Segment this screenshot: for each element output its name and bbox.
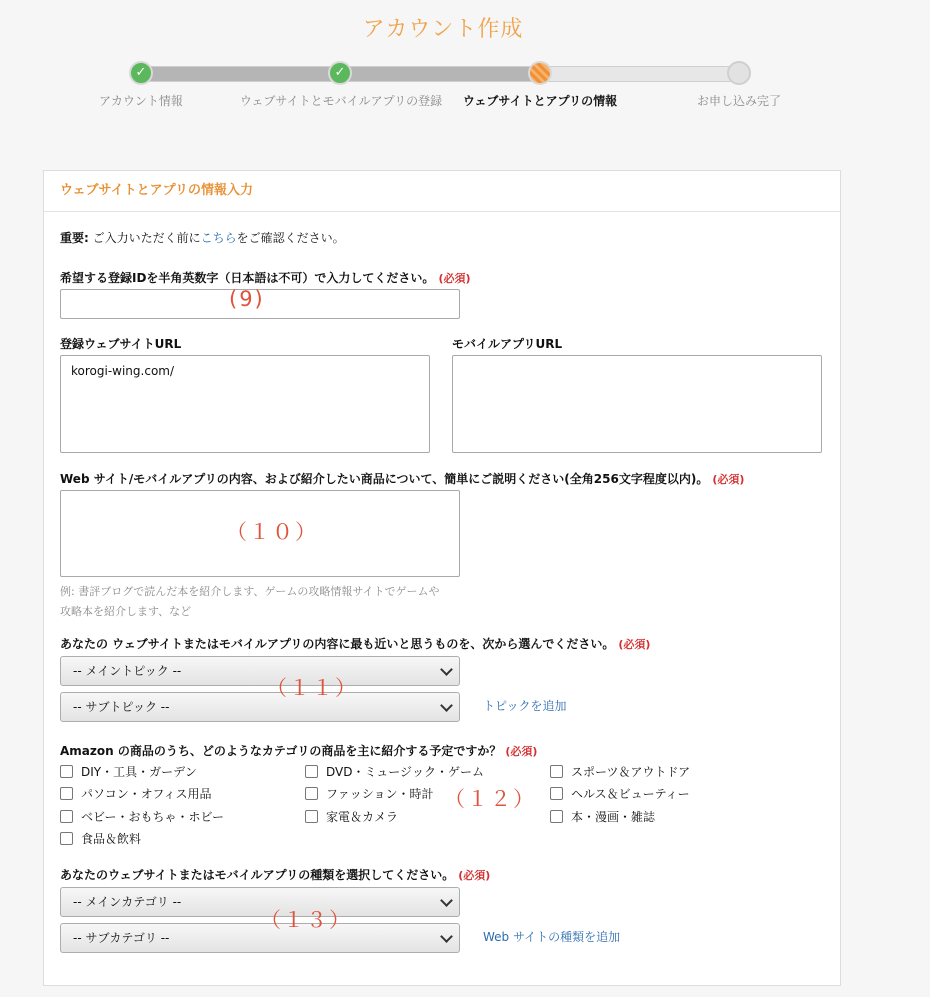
category-label: ベビー・おもちゃ・ホビー (81, 809, 225, 824)
category-checkbox-sports[interactable] (550, 762, 690, 780)
categories-label-text: Amazon の商品のうち、どのようなカテゴリの商品を主に紹介する予定ですか？ (60, 744, 502, 758)
important-text-1: ご入力いただく前に (88, 231, 201, 245)
checkbox-box[interactable] (305, 765, 318, 778)
website-url-label: 登録ウェブサイトURL (60, 337, 182, 351)
checkbox-box[interactable] (60, 765, 73, 778)
required-mark: (必須) (505, 745, 538, 758)
category-label: スポーツ＆アウトドア (571, 764, 691, 779)
add-site-type-link[interactable]: Web サイトの種類を追加 (483, 930, 621, 944)
step-label-site-registration: ウェブサイトとモバイルアプリの登録 (239, 94, 443, 108)
site-type-label (60, 866, 490, 883)
step-4-pending-icon (727, 61, 751, 85)
checkbox-box[interactable] (60, 810, 73, 823)
description-label (60, 470, 830, 487)
required-mark: (必須) (458, 869, 491, 882)
topics-label-text: あなたの ウェブサイトまたはモバイルアプリの内容に最も近いと思うものを、次から選んでください。 (60, 637, 615, 651)
mobile-url-label: モバイルアプリURL (452, 337, 563, 351)
category-checkbox-pc[interactable] (60, 784, 211, 802)
annotation-10: （１０） (226, 520, 318, 544)
topics-label (60, 635, 830, 652)
add-topic-link[interactable]: トピックを追加 (483, 699, 567, 713)
category-label: ファッション・時計 (326, 786, 434, 801)
progress-track (140, 66, 740, 82)
category-label: 食品＆飲料 (81, 831, 142, 846)
step-label-complete: お申し込み完了 (696, 94, 781, 108)
checkbox-box[interactable] (550, 810, 563, 823)
main-topic-select[interactable] (60, 656, 460, 686)
category-checkbox-fashion[interactable] (305, 784, 434, 802)
step-2-check-icon: ✓ (328, 61, 352, 85)
sub-topic-select-value: -- サブトピック -- (73, 700, 170, 714)
chevron-down-icon (440, 894, 453, 907)
category-label: 家電＆カメラ (326, 809, 399, 824)
panel-title: ウェブサイトとアプリの情報入力 (44, 171, 840, 212)
categories-label (60, 742, 537, 759)
required-mark: (必須) (712, 473, 745, 486)
important-note (60, 229, 345, 246)
category-label: DVD・ミュージック・ゲーム (326, 764, 484, 779)
annotation-12: （１２） (444, 787, 536, 811)
category-label: 本・漫画・雑誌 (571, 809, 656, 824)
category-label: ヘルス＆ビューティー (571, 786, 690, 801)
website-url-textarea[interactable]: korogi-wing.com/ (60, 355, 430, 453)
sub-topic-select[interactable] (60, 692, 460, 722)
category-label: DIY・工具・ガーデン (81, 764, 197, 779)
step-3-current-icon (528, 61, 552, 85)
checkbox-box[interactable] (60, 832, 73, 845)
important-link[interactable]: こちら (200, 231, 237, 245)
description-hint: 例: 書評ブログで読んだ本を紹介します、ゲームの攻略情報サイトでゲームや攻略本を紹介します、など (60, 585, 440, 618)
step-1-check-icon: ✓ (129, 61, 153, 85)
checkbox-box[interactable] (60, 787, 73, 800)
category-checkbox-health[interactable] (550, 784, 690, 802)
step-label-account-info: アカウント情報 (99, 94, 183, 108)
category-checkbox-baby[interactable] (60, 807, 224, 825)
main-category-select-value: -- メインカテゴリ -- (73, 895, 182, 909)
annotation-9: (9) (229, 287, 265, 311)
checkbox-box[interactable] (550, 787, 563, 800)
required-mark: (必須) (438, 272, 471, 285)
description-label-text: Web サイト/モバイルアプリの内容、および紹介したい商品について、簡単にご説明ください(全角256文字程度以内)。 (60, 472, 709, 486)
main-topic-select-value: -- メイントピック -- (73, 664, 182, 678)
chevron-down-icon (440, 699, 453, 712)
chevron-down-icon (440, 663, 453, 676)
page-title: アカウント作成 (362, 17, 524, 42)
mobile-url-textarea[interactable] (452, 355, 822, 453)
category-label: パソコン・オフィス用品 (81, 786, 212, 801)
required-mark: (必須) (618, 638, 651, 651)
category-checkbox-diy[interactable] (60, 762, 197, 780)
annotation-11: （１１） (266, 676, 358, 700)
category-checkbox-dvd[interactable] (305, 762, 484, 780)
category-checkbox-books[interactable] (550, 807, 655, 825)
store-id-label-text: 希望する登録IDを半角英数字（日本語は不可）で入力してください。 (60, 271, 435, 285)
annotation-13: （１３） (260, 908, 352, 932)
store-id-label (60, 269, 471, 286)
step-label-site-info: ウェブサイトとアプリの情報 (462, 94, 618, 108)
important-label: 重要: (60, 231, 89, 245)
checkbox-box[interactable] (305, 810, 318, 823)
checkbox-box[interactable] (305, 787, 318, 800)
site-type-label-text: あなたのウェブサイトまたはモバイルアプリの種類を選択してください。 (60, 868, 455, 882)
chevron-down-icon (440, 930, 453, 943)
checkbox-box[interactable] (550, 765, 563, 778)
category-checkbox-electronics[interactable] (305, 807, 398, 825)
category-checkbox-food[interactable] (60, 829, 141, 847)
sub-category-select-value: -- サブカテゴリ -- (73, 931, 170, 945)
important-text-2: をご確認ください。 (236, 231, 345, 245)
site-info-panel (43, 170, 841, 986)
